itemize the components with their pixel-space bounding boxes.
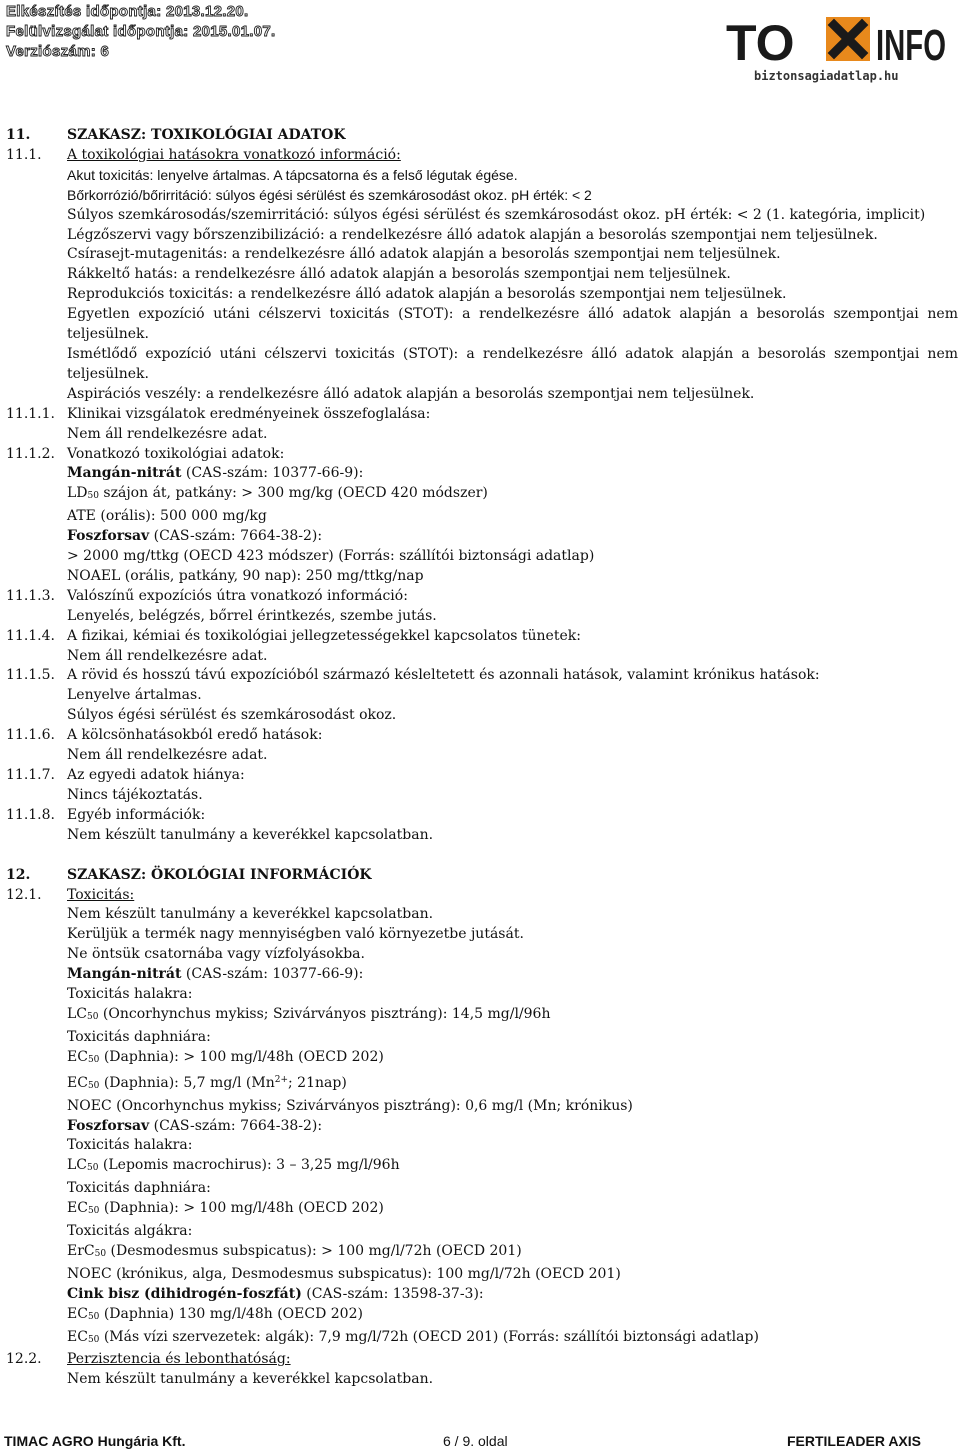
noael-value: NOAEL (orális, patkány, 90 nap): 250 mg/ttkg/nap — [67, 567, 424, 584]
tox-category-label: Toxicitás daphniára: — [67, 1180, 211, 1197]
tox-value: > 2000 mg/ttkg (OECD 423 módszer) (Forrás: szállítói biztonsági adatlap) — [67, 548, 595, 565]
substance-name: Cink bisz (dihidrogén-foszfát) — [67, 1285, 302, 1302]
paragraph-line — [0, 186, 960, 206]
subsection-title: A fizikai, kémiai és toxikológiai jellegzetességekkel kapcsolatos tünetek: — [67, 627, 581, 644]
substance-name: Mangán-nitrát — [67, 966, 182, 983]
cas-number: (CAS-szám: 13598-37-3): — [301, 1285, 484, 1302]
document-body — [0, 126, 960, 1390]
paragraph-line — [0, 1305, 960, 1328]
subsection-11-1-5 — [0, 666, 960, 686]
lc-label: LC — [67, 1157, 88, 1174]
acute-toxicity-text: Akut toxicitás: lenyelve ártalmas. A tápcsatorna és a felső légutak égése. — [67, 166, 518, 183]
tox-value: (Más vízi szervezetek: algák): 7,9 mg/l/72h (OECD 201) (Forrás: szállítói biztonsági adatlap) — [99, 1328, 759, 1345]
subsection-text: Nincs tájékoztatás. — [67, 786, 203, 803]
subsection-title: A rövid és hosszú távú expozícióból származó késleltetett és azonnali hatások, valamint krónikus hatások: — [67, 667, 820, 684]
paragraph-line — [0, 1199, 960, 1222]
subsection-title: Az egyedi adatok hiánya: — [67, 767, 245, 783]
paragraph-line — [0, 226, 960, 246]
subscript-50: 50 — [87, 1311, 100, 1322]
subsection-title: A toxikológiai hatásokra vonatkozó információ: — [67, 146, 401, 163]
subsection-number: 11.1.2. — [6, 445, 55, 462]
paragraph-line — [0, 567, 960, 587]
document-header — [6, 2, 276, 62]
paragraph-line — [0, 484, 960, 507]
subsection-number: 11.1.7. — [6, 767, 55, 783]
subsection-title: Perzisztencia és lebonthatóság: — [67, 1351, 291, 1368]
paragraph-line — [0, 1048, 960, 1071]
paragraph-line — [0, 1005, 960, 1028]
subsection-text: Lenyelés, belégzés, bőrrel érintkezés, szembe jutás. — [67, 607, 437, 624]
subsection-text: Lenyelve ártalmas. — [67, 687, 202, 704]
tox-value: (Daphnia): 5,7 mg/l (Mn — [99, 1074, 275, 1091]
noec-value: NOEC (krónikus, alga, Desmodesmus subspicatus): 100 mg/l/72h (OECD 201) — [67, 1265, 621, 1282]
subsection-11-1-1 — [0, 405, 960, 425]
paragraph-line — [0, 1265, 960, 1285]
subsection-11-1-6 — [0, 726, 960, 746]
paragraph-line — [0, 166, 960, 186]
paragraph-line — [0, 985, 960, 1005]
page-number: 6 / 9. oldal — [443, 1433, 508, 1449]
paragraph-line — [0, 425, 960, 445]
subsection-text: Nem áll rendelkezésre adat. — [67, 647, 268, 664]
subsection-number: 11.1.8. — [6, 806, 55, 823]
section-title: SZAKASZ: TOXIKOLÓGIAI ADATOK — [67, 127, 346, 143]
tox-category-label: Toxicitás daphniára: — [67, 1028, 211, 1045]
ec-label: EC — [67, 1048, 88, 1065]
document-footer — [0, 1431, 960, 1451]
paragraph-line — [0, 686, 960, 706]
carcinogenicity-text: Rákkeltő hatás: a rendelkezésre álló adatok alapján a besorolás szempontjai nem teljesülnek. — [67, 266, 731, 283]
paragraph-line — [0, 385, 960, 405]
subsection-text: Nem áll rendelkezésre adat. — [67, 425, 268, 442]
paragraph-line — [0, 746, 960, 766]
paragraph-line — [0, 786, 960, 806]
logo-text-right: INFO — [876, 21, 946, 68]
subsection-11-1-7 — [0, 766, 960, 786]
section-gap — [0, 846, 960, 866]
ec-label: EC — [67, 1074, 88, 1091]
subsection-11-1 — [0, 146, 960, 166]
subsection-text: Nem készült tanulmány a keverékkel kapcsolatban. — [67, 1371, 434, 1388]
paragraph-line — [0, 1328, 960, 1351]
section-title: SZAKASZ: ÖKOLÓGIAI INFORMÁCIÓK — [67, 866, 372, 883]
ld-label: LD — [67, 485, 88, 502]
substance-name: Foszforsav — [67, 1117, 150, 1134]
tox-value-suffix: ; 21nap) — [288, 1074, 347, 1091]
paragraph-line — [0, 1028, 960, 1048]
subscript-50: 50 — [87, 1334, 100, 1345]
subscript-50: 50 — [87, 1206, 100, 1217]
substance-heading — [0, 965, 960, 985]
ate-value: ATE (orális): 500 000 mg/kg — [67, 508, 267, 525]
tox-value: (Oncorhynchus mykiss; Szivárványos pisztráng): 14,5 mg/l/96h — [98, 1005, 551, 1022]
tox-value: (Desmodesmus subspicatus): > 100 mg/l/72h (OECD 201) — [106, 1242, 522, 1259]
substance-heading — [0, 1117, 960, 1137]
paragraph-line — [0, 706, 960, 726]
subsection-number: 12.1. — [6, 886, 42, 903]
creation-date: Elkészítés időpontja: 2013.12.20. — [6, 3, 249, 20]
subsection-title: Egyéb információk: — [67, 806, 206, 823]
subscript-50: 50 — [87, 1080, 100, 1091]
subsection-title: A kölcsönhatásokból eredő hatások: — [67, 727, 323, 744]
substance-heading — [0, 1285, 960, 1305]
substance-name: Mangán-nitrát — [67, 465, 182, 482]
cas-number: (CAS-szám: 7664-38-2): — [149, 1117, 323, 1134]
paragraph-line — [0, 925, 960, 945]
subscript-50: 50 — [87, 1011, 99, 1022]
subsection-text: Nem áll rendelkezésre adat. — [67, 747, 268, 764]
subsection-11-1-2 — [0, 445, 960, 465]
ld-value: szájon át, patkány: > 300 mg/kg (OECD 420 módszer) — [98, 485, 488, 502]
lc-label: LC — [67, 1005, 88, 1022]
ec-label: EC — [67, 1200, 88, 1217]
subsection-number: 11.1.1. — [6, 405, 55, 422]
hazard-x-icon — [826, 17, 870, 61]
aspiration-hazard-text: Aspirációs veszély: a rendelkezésre álló adatok alapján a besorolás szempontjai nem teljesülnek. — [67, 385, 755, 402]
section-number: 12. — [6, 866, 31, 883]
subsection-12-2 — [0, 1350, 960, 1370]
paragraph-line — [0, 1222, 960, 1242]
paragraph-line — [0, 345, 960, 385]
subsection-text: Súlyos égési sérülést és szemkárosodást okoz. — [67, 707, 397, 724]
subscript-50: 50 — [87, 1163, 99, 1174]
erc-label: ErC — [67, 1242, 95, 1259]
subsection-number: 11.1.5. — [6, 667, 55, 684]
paragraph-line — [0, 1097, 960, 1117]
company-name: TIMAC AGRO Hungária Kft. — [4, 1433, 186, 1449]
product-name: FERTILEADER AXIS — [786, 1433, 921, 1449]
subscript-50: 50 — [87, 1054, 100, 1065]
subsection-text: Nem készült tanulmány a keverékkel kapcsolatban. — [67, 826, 434, 843]
paragraph-line — [0, 547, 960, 567]
subsection-12-1 — [0, 886, 960, 906]
paragraph-line — [0, 1179, 960, 1199]
paragraph-line — [0, 265, 960, 285]
reproductive-toxicity-text: Reprodukciós toxicitás: a rendelkezésre álló adatok alapján a besorolás szempontjai nem teljesülnek. — [67, 286, 787, 303]
stot-repeated-text: Ismétlődő expozíció utáni célszervi toxicitás (STOT): a rendelkezésre álló adatok alapján a besorolás szempontjai nem teljesülnek. — [67, 345, 958, 382]
cas-number: (CAS-szám: 10377-66-9): — [181, 465, 364, 482]
sensitisation-text: Légzőszervi vagy bőrszenzibilizáció: a rendelkezésre álló adatok alapján a besorolás szempontjai nem teljesülnek. — [67, 226, 878, 243]
superscript-charge: 2+ — [274, 1074, 289, 1085]
subscript-50: 50 — [94, 1248, 107, 1259]
subsection-11-1-8 — [0, 806, 960, 826]
subsection-title: Toxicitás: — [67, 886, 135, 903]
subsection-number: 11.1.3. — [6, 587, 55, 604]
ec-label: EC — [67, 1305, 88, 1322]
subsection-title: Vonatkozó toxikológiai adatok: — [67, 445, 285, 462]
subsection-text: Nem készült tanulmány a keverékkel kapcsolatban. — [67, 906, 434, 923]
subsection-11-1-3 — [0, 587, 960, 607]
subsection-title: Klinikai vizsgálatok eredményeinek összefoglalása: — [67, 405, 431, 422]
stot-single-text: Egyetlen expozíció utáni célszervi toxicitás (STOT): a rendelkezésre álló adatok alapján a besorolás szempontjai nem teljesülnek. — [67, 306, 958, 343]
paragraph-line — [0, 245, 960, 265]
paragraph-line — [0, 285, 960, 305]
substance-heading — [0, 464, 960, 484]
subsection-11-1-4 — [0, 627, 960, 647]
subsection-number: 11.1.4. — [6, 627, 55, 644]
logo-text-left: TO — [726, 15, 795, 68]
tox-category-label: Toxicitás halakra: — [67, 986, 193, 1003]
subsection-number: 11.1.6. — [6, 727, 55, 744]
paragraph-line — [0, 826, 960, 846]
ld-subscript: 50 — [87, 491, 99, 502]
subsection-title: Valószínű expozíciós útra vonatkozó információ: — [67, 587, 408, 604]
paragraph-line — [0, 206, 960, 226]
paragraph-line — [0, 1370, 960, 1390]
tox-value: (Daphnia): > 100 mg/l/48h (OECD 202) — [99, 1048, 384, 1065]
paragraph-line — [0, 1071, 960, 1097]
version-number: Verziószám: 6 — [6, 43, 110, 60]
section-11-heading — [0, 126, 960, 146]
paragraph-line — [0, 1156, 960, 1179]
substance-heading — [0, 527, 960, 547]
ec-label: EC — [67, 1328, 88, 1345]
paragraph-line — [0, 1242, 960, 1265]
paragraph-line — [0, 607, 960, 627]
paragraph-line — [0, 507, 960, 527]
cas-number: (CAS-szám: 10377-66-9): — [181, 966, 364, 983]
paragraph-line — [0, 647, 960, 667]
subsection-text: Kerüljük a termék nagy mennyiségben való környezetbe jutását. — [67, 926, 524, 943]
tox-value: (Daphnia) 130 mg/l/48h (OECD 202) — [99, 1305, 363, 1322]
paragraph-line — [0, 945, 960, 965]
mutagenicity-text: Csírasejt-mutagenitás: a rendelkezésre álló adatok alapján a besorolás szempontjai nem teljesülnek. — [67, 246, 781, 263]
noec-value: NOEC (Oncorhynchus mykiss; Szivárványos pisztráng): 0,6 mg/l (Mn; krónikus) — [67, 1097, 633, 1114]
paragraph-line — [0, 1136, 960, 1156]
substance-name: Foszforsav — [67, 528, 150, 545]
logo-website: biztonsagiadatlap.hu — [754, 69, 899, 83]
eye-damage-text: Súlyos szemkárosodás/szemirritáció: súlyos égési sérülést és szemkárosodást okoz. pH érték: < 2 (1. kategória, implicit) — [67, 206, 926, 223]
tox-value: (Daphnia): > 100 mg/l/48h (OECD 202) — [99, 1200, 384, 1217]
skin-corrosion-text: Bőrkorrózió/bőrirritáció: súlyos égési sérülést és szemkárosodást okoz. pH érték: < 2 — [67, 186, 592, 203]
tox-category-label: Toxicitás halakra: — [67, 1137, 193, 1154]
section-number: 11. — [6, 127, 31, 143]
tox-category-label: Toxicitás algákra: — [67, 1223, 193, 1240]
paragraph-line — [0, 305, 960, 345]
toxinfo-logo — [726, 14, 946, 68]
paragraph-line — [0, 905, 960, 925]
subsection-number: 11.1. — [6, 146, 42, 163]
section-12-heading — [0, 866, 960, 886]
subsection-number: 12.2. — [6, 1351, 42, 1368]
review-date: Felülvizsgálat időpontja: 2015.01.07. — [6, 23, 276, 40]
subsection-text: Ne öntsük csatornába vagy vízfolyásokba. — [67, 946, 365, 963]
cas-number: (CAS-szám: 7664-38-2): — [149, 528, 323, 545]
tox-value: (Lepomis macrochirus): 3 – 3,25 mg/l/96h — [98, 1157, 400, 1174]
